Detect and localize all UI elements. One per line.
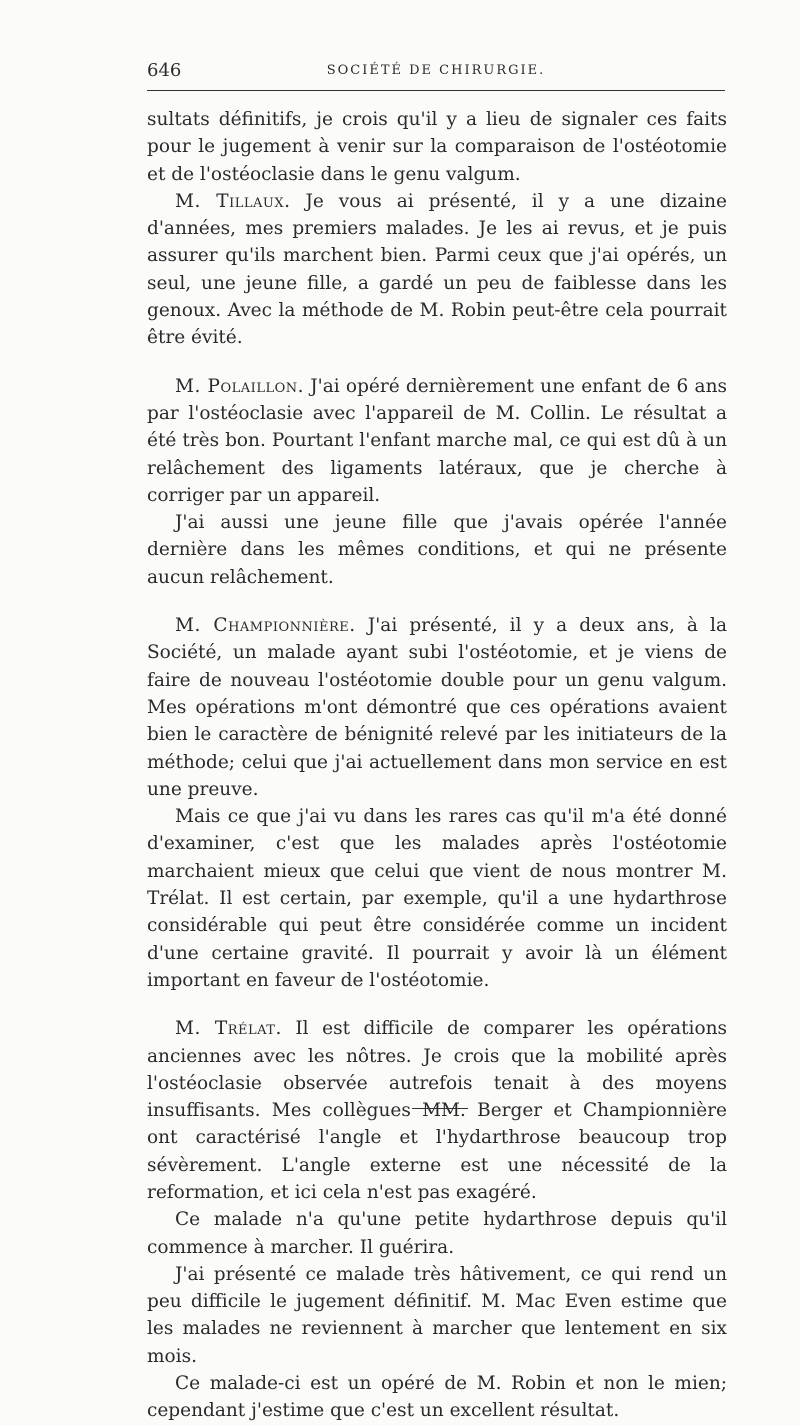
- paragraph-text: J'ai présenté ce malade très hâtivement, ce qui rend un peu difficile le jugement définitif. M. Mac Even estime que les malades ne reviennent à marcher que lentement en six mois.: [147, 1263, 727, 1367]
- paragraph-text: J'ai présenté, il y a deux ans, à la Société, un malade ayant subi l'ostéotomie, et je viens de faire de nouveau l'ostéotomie double pour un genu valgum. Mes opérations m'ont démontré que ces opérations avaient bien le caractère de bénignité relevé par les initiateurs de la méthode; celui que j'ai actuellement dans mon service en est une preuve.: [147, 615, 727, 800]
- page-number: 646: [147, 60, 182, 81]
- paragraph-continuation: [147, 106, 727, 188]
- end-rule: [412, 1108, 468, 1109]
- running-head: SOCIÉTÉ DE CHIRURGIE.: [326, 63, 546, 78]
- speaker-name: M. Polaillon.: [175, 375, 305, 397]
- paragraph-trelat-cont-1: [147, 1206, 727, 1261]
- paragraph-championniere-cont: [147, 803, 727, 994]
- paragraph-polaillon: [147, 373, 727, 509]
- paragraph-text: J'ai aussi une jeune fille que j'avais opérée l'année dernière dans les mêmes conditions, et qui ne présente aucun relâchement.: [147, 512, 727, 588]
- paragraph-polaillon-cont: [147, 509, 727, 591]
- paragraph-trelat-cont-3: [147, 1370, 727, 1425]
- speaker-name: M. Tillaux.: [175, 190, 291, 212]
- page-header: [147, 60, 725, 91]
- paragraph-trelat: [147, 1015, 727, 1206]
- speaker-name: M. Championnière.: [175, 615, 356, 637]
- paragraph-trelat-cont-2: [147, 1261, 727, 1370]
- paragraph-championniere: [147, 612, 727, 803]
- paragraph-text: sultats définitifs, je crois qu'il y a lieu de signaler ces faits pour le jugement à venir sur la comparaison de l'ostéotomie et de l'ostéoclasie dans le genu valgum.: [147, 109, 727, 185]
- paragraph-text: Je vous ai présenté, il y a une dizaine d'années, mes premiers malades. Je les ai revus, et je puis assurer qu'ils marchent bien. Parmi ceux que j'ai opérés, un seul, une jeune fille, a gardé un peu de faiblesse dans les genoux. Avec la méthode de M. Robin peut-être cela pourrait être évité.: [147, 190, 727, 349]
- paragraph-text: Ce malade-ci est un opéré de M. Robin et non le mien; cependant j'estime que c'est un excellent résultat.: [147, 1373, 727, 1422]
- speaker-name: M. Trélat.: [175, 1018, 282, 1040]
- paragraph-text: Il est difficile de comparer les opérations anciennes avec les nôtres. Je crois que la mobilité après l'ostéoclasie observée autrefois tenait à des moyens insuffisants. Mes collègues MM. Berger et Championnière ont caractérisé l'angle et l'hydarthrose beaucoup trop sévèrement. L'angle externe est une nécessité de la reformation, et ici cela n'est pas exagéré.: [147, 1018, 727, 1203]
- paragraph-text: Ce malade n'a qu'une petite hydarthrose depuis qu'il commence à marcher. Il guérira.: [147, 1209, 727, 1258]
- paragraph-text: J'ai opéré dernièrement une enfant de 6 ans par l'ostéoclasie avec l'appareil de M. Collin. Le résultat a été très bon. Pourtant l'enfant marche mal, ce qui est dû à un relâchement des ligaments latéraux, que je cherche à corriger par un appareil.: [147, 375, 727, 506]
- body-text: [147, 106, 727, 1425]
- paragraph-text: Mais ce que j'ai vu dans les rares cas qu'il m'a été donné d'examiner, c'est que les malades après l'ostéotomie marchaient mieux que celui que vient de nous montrer M. Trélat. Il est certain, par exemple, qu'il a une hydarthrose considérable qui peut être considérée comme un incident d'une certaine gravité. Il pourrait y avoir là un élément important en faveur de l'ostéotomie.: [147, 806, 727, 991]
- paragraph-tillaux: [147, 188, 727, 352]
